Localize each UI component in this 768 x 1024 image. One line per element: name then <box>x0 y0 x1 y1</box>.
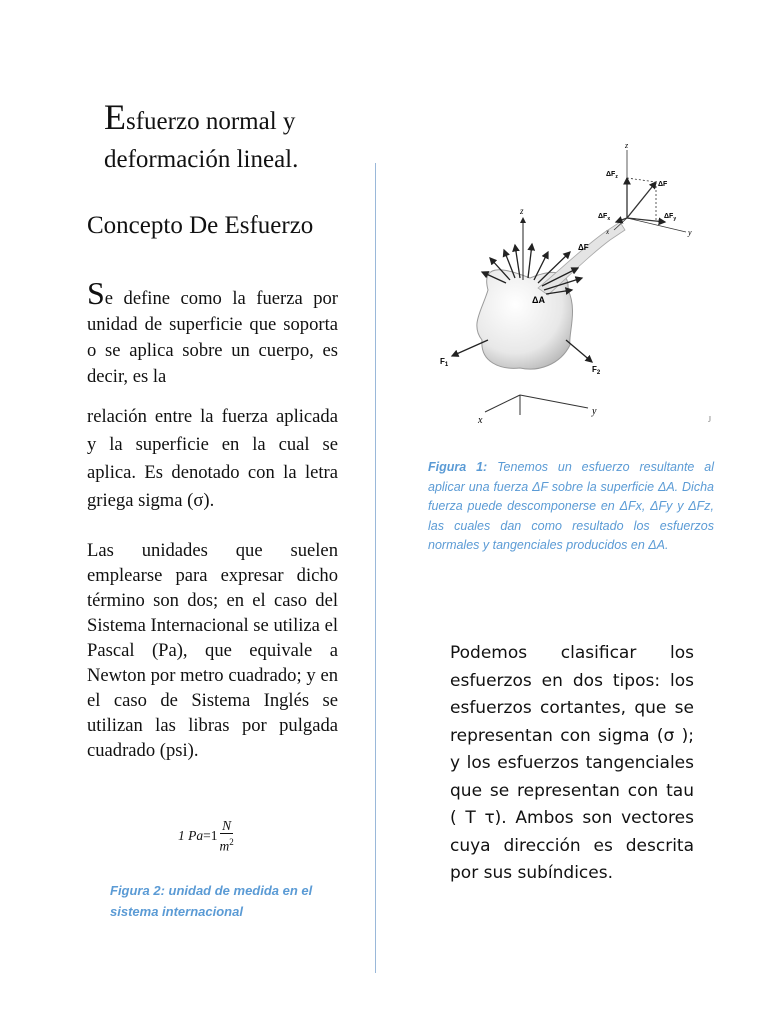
paragraph-units: Las unidades que suelen emplearse para expresar dicho término son dos; en el caso del Sistema Internacional se utiliza el Pascal (Pa), que equivale a Newton por metro cuadrado; y en el caso de Sistema Inglés se utilizan las libras por pulgada cuadrado (psi). <box>87 540 338 761</box>
title-rest: sfuerzo normal y deformación lineal. <box>104 108 299 173</box>
axis-y-inset: y <box>688 228 692 237</box>
section-heading: Concepto De Esfuerzo <box>87 212 314 239</box>
label-dFz: $\Delta F_z$ <box>606 171 618 180</box>
label-F1: $F_1$ <box>440 357 449 368</box>
figure1-caption-label: Figura 1: <box>428 460 488 474</box>
axis-y-lower: y <box>592 406 597 417</box>
paragraph-relation: relación entre la fuerza aplicada y la superficie en la cual se aplica. Es denotado con la letra griega sigma (σ). <box>87 406 338 511</box>
label-dFx: $\Delta F_x$ <box>598 213 611 222</box>
formula-exponent: 2 <box>229 837 234 847</box>
formula-fraction <box>220 818 234 855</box>
label-dA: ΔA <box>532 295 545 305</box>
paragraph-classification: Podemos clasificar los esfuerzos en dos tipos: los esfuerzos cortantes, que se representan con sigma (σ ); y los esfuerzos tangenciales que se representan con tau ( Τ τ). Ambos son vectores cuya dirección es descrita por sus subíndices. <box>450 643 694 883</box>
axis-x-lower: x <box>478 415 483 426</box>
label-dF-arrow: ΔF <box>578 243 589 252</box>
figure1-caption-text: Tenemos un esfuerzo resultante al aplicar una fuerza ΔF sobre la superficie ΔA. Dicha fuerza puede descomponerse en ΔFx, ΔFy y ΔFz, las cuales dan como resultado los esfuerzos normales y tangenciales producidos en ΔA. <box>428 460 714 552</box>
formula-denominator <box>220 834 234 855</box>
formula-equals: = <box>203 828 211 844</box>
label-dFy: $\Delta F_y$ <box>664 213 677 222</box>
paragraph-definition-text: e define como la fuerza por unidad de superficie que soporta o se aplica sobre un cuerpo, es decir, es la <box>87 288 338 387</box>
axis-z-inset: z <box>625 141 629 150</box>
figure1-caption <box>428 458 714 556</box>
paragraph-definition <box>87 275 338 390</box>
label-F2: $F_2$ <box>592 365 601 376</box>
drop-cap: S <box>87 275 105 311</box>
formula-numerator: N <box>222 818 232 833</box>
axis-z: z <box>520 206 524 216</box>
figure2-caption: Figura 2: unidad de medida en el sistema internacional <box>110 883 313 919</box>
figure1-stress-diagram <box>420 140 720 440</box>
label-dF-inset: ΔF <box>658 181 668 188</box>
corner-mark: J <box>708 415 712 424</box>
formula-coef: 1 <box>210 828 218 844</box>
title-initial: E <box>104 97 126 137</box>
column-divider <box>375 163 376 973</box>
pascal-formula <box>178 818 234 855</box>
formula-lhs: 1 Pa <box>178 828 204 844</box>
formula-denominator-base: m <box>219 838 230 854</box>
axis-x-inset: x <box>606 228 610 236</box>
page-title <box>104 98 344 179</box>
